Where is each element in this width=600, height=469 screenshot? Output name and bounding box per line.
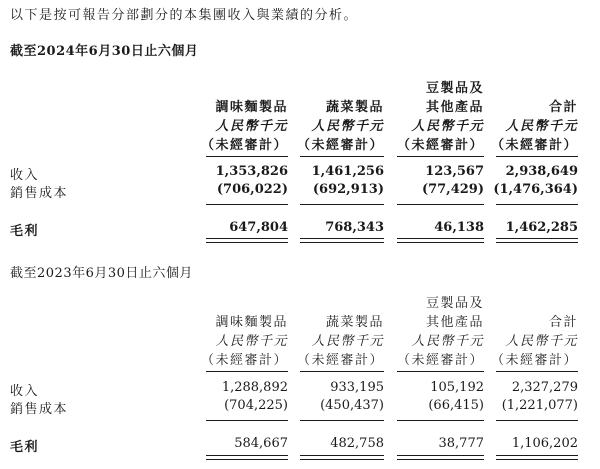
row-label-revenue: 收入	[10, 384, 40, 399]
col-header-seasoned-flour: 調味麵製品	[215, 100, 288, 115]
section-title-2023: 截至2023年6月30日止六個月	[10, 266, 193, 281]
table-cell: 482,758	[330, 436, 384, 451]
header-rule	[206, 156, 288, 157]
unit-label: 人民幣千元 （未經審計）	[296, 119, 384, 153]
row-label-cost-of-sales: 銷售成本	[10, 186, 69, 201]
table-cell: 105,192	[430, 380, 484, 395]
total-double-rule	[300, 238, 384, 243]
table-cell: 123,567	[425, 164, 484, 179]
unit-label: 人民幣千元 （未經審計）	[200, 119, 288, 153]
unit-label: 人民幣千元 （未經審計）	[396, 334, 484, 368]
total-double-rule	[496, 238, 578, 243]
total-double-rule	[397, 455, 484, 460]
table-cell: 1,106,202	[511, 436, 578, 451]
subtotal-rule	[496, 204, 578, 205]
table-cell: 933,195	[330, 380, 384, 395]
unit-label: 人民幣千元 （未經審計）	[490, 334, 578, 368]
table-cell: 1,288,892	[221, 380, 288, 395]
unit-label: 人民幣千元 （未經審計）	[296, 334, 384, 368]
header-rule	[300, 371, 384, 372]
table-cell: 768,343	[325, 220, 384, 235]
table-cell: 1,353,826	[215, 164, 288, 179]
total-double-rule	[496, 455, 578, 460]
unit-label: 人民幣千元 （未經審計）	[396, 119, 484, 153]
header-rule	[397, 371, 484, 372]
subtotal-rule	[300, 420, 384, 421]
col-header-bean-other: 豆製品及 其他產品	[425, 296, 484, 330]
table-cell: (1,476,364)	[493, 182, 578, 197]
col-header-seasoned-flour: 調味麵製品	[215, 315, 288, 330]
intro-text: 以下是按可報告分部劃分的本集團收入與業績的分析。	[10, 8, 359, 23]
unit-label: 人民幣千元 （未經審計）	[490, 119, 578, 153]
total-double-rule	[206, 238, 288, 243]
col-header-bean-other: 豆製品及 其他產品	[425, 81, 484, 115]
table-cell: (1,221,077)	[501, 398, 578, 413]
total-double-rule	[206, 455, 288, 460]
table-cell: 647,804	[229, 220, 288, 235]
col-header-vegetable: 蔬菜製品	[325, 315, 384, 330]
section-title-2024: 截至2024年6月30日止六個月	[10, 44, 199, 59]
subtotal-rule	[300, 204, 384, 205]
table-cell: 2,327,279	[511, 380, 578, 395]
col-header-total: 合計	[548, 100, 578, 115]
row-label-revenue: 收入	[10, 168, 40, 183]
table-cell: 38,777	[438, 436, 484, 451]
row-label-gross-profit: 毛利	[10, 440, 40, 455]
header-rule	[300, 156, 384, 157]
table-cell: 584,667	[234, 436, 288, 451]
unit-label: 人民幣千元 （未經審計）	[200, 334, 288, 368]
total-double-rule	[397, 238, 484, 243]
header-rule	[206, 371, 288, 372]
table-cell: (450,437)	[320, 398, 384, 413]
table-cell: 2,938,649	[505, 164, 578, 179]
table-cell: 46,138	[434, 220, 484, 235]
table-cell: (704,225)	[224, 398, 288, 413]
table-cell: 1,462,285	[505, 220, 578, 235]
table-cell: (706,022)	[216, 182, 288, 197]
header-rule	[397, 156, 484, 157]
row-label-cost-of-sales: 銷售成本	[10, 402, 69, 417]
col-header-total: 合計	[548, 315, 578, 330]
row-label-gross-profit: 毛利	[10, 224, 40, 239]
table-cell: (692,913)	[312, 182, 384, 197]
subtotal-rule	[397, 420, 484, 421]
table-cell: (66,415)	[428, 398, 484, 413]
subtotal-rule	[206, 204, 288, 205]
header-rule	[496, 371, 578, 372]
subtotal-rule	[397, 204, 484, 205]
subtotal-rule	[206, 420, 288, 421]
subtotal-rule	[496, 420, 578, 421]
table-cell: 1,461,256	[311, 164, 384, 179]
col-header-vegetable: 蔬菜製品	[325, 100, 384, 115]
table-cell: (77,429)	[421, 182, 484, 197]
header-rule	[496, 156, 578, 157]
total-double-rule	[300, 455, 384, 460]
